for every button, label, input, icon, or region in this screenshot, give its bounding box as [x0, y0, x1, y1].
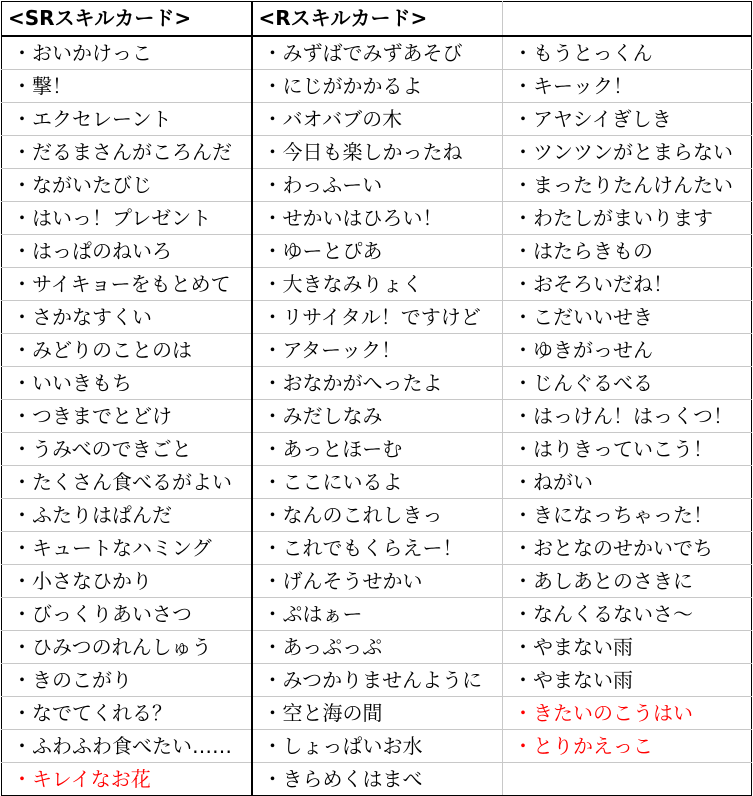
table-row: [2, 597, 752, 630]
table-row: [2, 135, 752, 168]
sr-skill-cell: ・キュートなハミング: [2, 531, 252, 564]
sr-skill-cell: ・はいっ！プレゼント: [2, 201, 252, 234]
table-row: [2, 102, 752, 135]
r-skill-a-cell: ・ここにいるよ: [252, 465, 503, 498]
sr-skill-cell: ・だるまさんがころんだ: [2, 135, 252, 168]
r-skill-b-cell: ・わたしがまいります: [503, 201, 752, 234]
table-body: [2, 36, 752, 796]
r-skill-a-cell: ・あっぷっぷ: [252, 630, 503, 663]
r-skill-a-cell: ・きらめくはまべ: [252, 762, 503, 795]
sr-skill-cell: ・つきまでとどけ: [2, 399, 252, 432]
r-skill-a-cell: ・わっふーい: [252, 168, 503, 201]
table-row: [2, 762, 752, 795]
table-row: [2, 531, 752, 564]
r-skill-a-cell: ・みずばでみずあそび: [252, 36, 503, 70]
r-skill-b-cell: ・あしあとのさきに: [503, 564, 752, 597]
table-row: [2, 333, 752, 366]
r-skill-a-cell: ・今日も楽しかったね: [252, 135, 503, 168]
r-skill-a-cell: ・リサイタル！ですけど: [252, 300, 503, 333]
sr-skill-cell: ・さかなすくい: [2, 300, 252, 333]
r-skill-b-cell: ・はたらきもの: [503, 234, 752, 267]
r-skill-b-cell: ・おそろいだね！: [503, 267, 752, 300]
r-skill-b-cell: ・キーック！: [503, 69, 752, 102]
r-skill-b-cell: ・こだいいせき: [503, 300, 752, 333]
sr-skill-cell: ・びっくりあいさつ: [2, 597, 252, 630]
r-skill-b-cell: ・とりかえっこ: [503, 729, 752, 762]
sr-skill-cell: ・ふたりはぱんだ: [2, 498, 252, 531]
r-skill-b-cell: ・やまない雨: [503, 663, 752, 696]
r-skill-a-cell: ・しょっぱいお水: [252, 729, 503, 762]
header-r-skill-card: <Rスキルカード>: [252, 2, 503, 36]
r-skill-a-cell: ・バオバブの木: [252, 102, 503, 135]
sr-skill-cell: ・ひみつのれんしゅう: [2, 630, 252, 663]
sr-skill-cell: ・撃！: [2, 69, 252, 102]
header-row: [2, 2, 752, 36]
table-row: [2, 168, 752, 201]
r-skill-b-cell: ・なんくるないさ～: [503, 597, 752, 630]
table-row: [2, 465, 752, 498]
r-skill-b-cell: ・きたいのこうはい: [503, 696, 752, 729]
table-row: [2, 36, 752, 70]
r-skill-b-cell: ・もうとっくん: [503, 36, 752, 70]
r-skill-b-cell: ・おとなのせかいでち: [503, 531, 752, 564]
r-skill-a-cell: ・みつかりませんように: [252, 663, 503, 696]
table-row: [2, 267, 752, 300]
r-skill-b-cell: ・やまない雨: [503, 630, 752, 663]
sr-skill-cell: ・サイキョーをもとめて: [2, 267, 252, 300]
r-skill-a-cell: ・ぷはぁー: [252, 597, 503, 630]
table-row: [2, 663, 752, 696]
sr-skill-cell: ・うみべのできごと: [2, 432, 252, 465]
r-skill-a-cell: ・にじがかかるよ: [252, 69, 503, 102]
r-skill-b-cell: ・アヤシイぎしき: [503, 102, 752, 135]
sr-skill-cell: ・エクセレーント: [2, 102, 252, 135]
sr-skill-cell: ・みどりのことのは: [2, 333, 252, 366]
table-row: [2, 729, 752, 762]
sr-skill-cell: ・キレイなお花: [2, 762, 252, 795]
r-skill-b-cell: ・ねがい: [503, 465, 752, 498]
table-row: [2, 696, 752, 729]
table-row: [2, 564, 752, 597]
sr-skill-cell: ・きのこがり: [2, 663, 252, 696]
table-row: [2, 630, 752, 663]
table-row: [2, 498, 752, 531]
r-skill-a-cell: ・あっとほーむ: [252, 432, 503, 465]
table-row: [2, 300, 752, 333]
sr-skill-cell: ・たくさん食べるがよい: [2, 465, 252, 498]
r-skill-b-cell: ・じんぐるべる: [503, 366, 752, 399]
table-row: [2, 432, 752, 465]
sr-skill-cell: ・なでてくれる？: [2, 696, 252, 729]
sr-skill-cell: ・はっぱのねいろ: [2, 234, 252, 267]
sr-skill-cell: ・ながいたびじ: [2, 168, 252, 201]
r-skill-a-cell: ・せかいはひろい！: [252, 201, 503, 234]
r-skill-a-cell: ・これでもくらえー！: [252, 531, 503, 564]
sr-skill-cell: ・おいかけっこ: [2, 36, 252, 70]
r-skill-a-cell: ・空と海の間: [252, 696, 503, 729]
sr-skill-cell: ・ふわふわ食べたい……: [2, 729, 252, 762]
r-skill-b-cell: ・ツンツンがとまらない: [503, 135, 752, 168]
header-sr-skill-card: <SRスキルカード>: [2, 2, 252, 36]
r-skill-b-cell: ・ゆきがっせん: [503, 333, 752, 366]
table-row: [2, 399, 752, 432]
r-skill-a-cell: ・大きなみりょく: [252, 267, 503, 300]
table-row: [2, 69, 752, 102]
table-row: [2, 234, 752, 267]
skill-card-table: [1, 1, 752, 796]
table-row: [2, 366, 752, 399]
r-skill-a-cell: ・アターック！: [252, 333, 503, 366]
r-skill-a-cell: ・ゆーとぴあ: [252, 234, 503, 267]
r-skill-b-cell: ・きになっちゃった！: [503, 498, 752, 531]
r-skill-a-cell: ・おなかがへったよ: [252, 366, 503, 399]
r-skill-b-cell: ・まったりたんけんたい: [503, 168, 752, 201]
r-skill-a-cell: ・みだしなみ: [252, 399, 503, 432]
r-skill-b-cell: ・はりきっていこう！: [503, 432, 752, 465]
sr-skill-cell: ・いいきもち: [2, 366, 252, 399]
r-skill-a-cell: ・なんのこれしきっ: [252, 498, 503, 531]
r-skill-a-cell: ・げんそうせかい: [252, 564, 503, 597]
r-skill-b-cell: [503, 762, 752, 795]
sr-skill-cell: ・小さなひかり: [2, 564, 252, 597]
r-skill-b-cell: ・はっけん！はっくつ！: [503, 399, 752, 432]
table-row: [2, 201, 752, 234]
header-empty: [503, 2, 752, 36]
